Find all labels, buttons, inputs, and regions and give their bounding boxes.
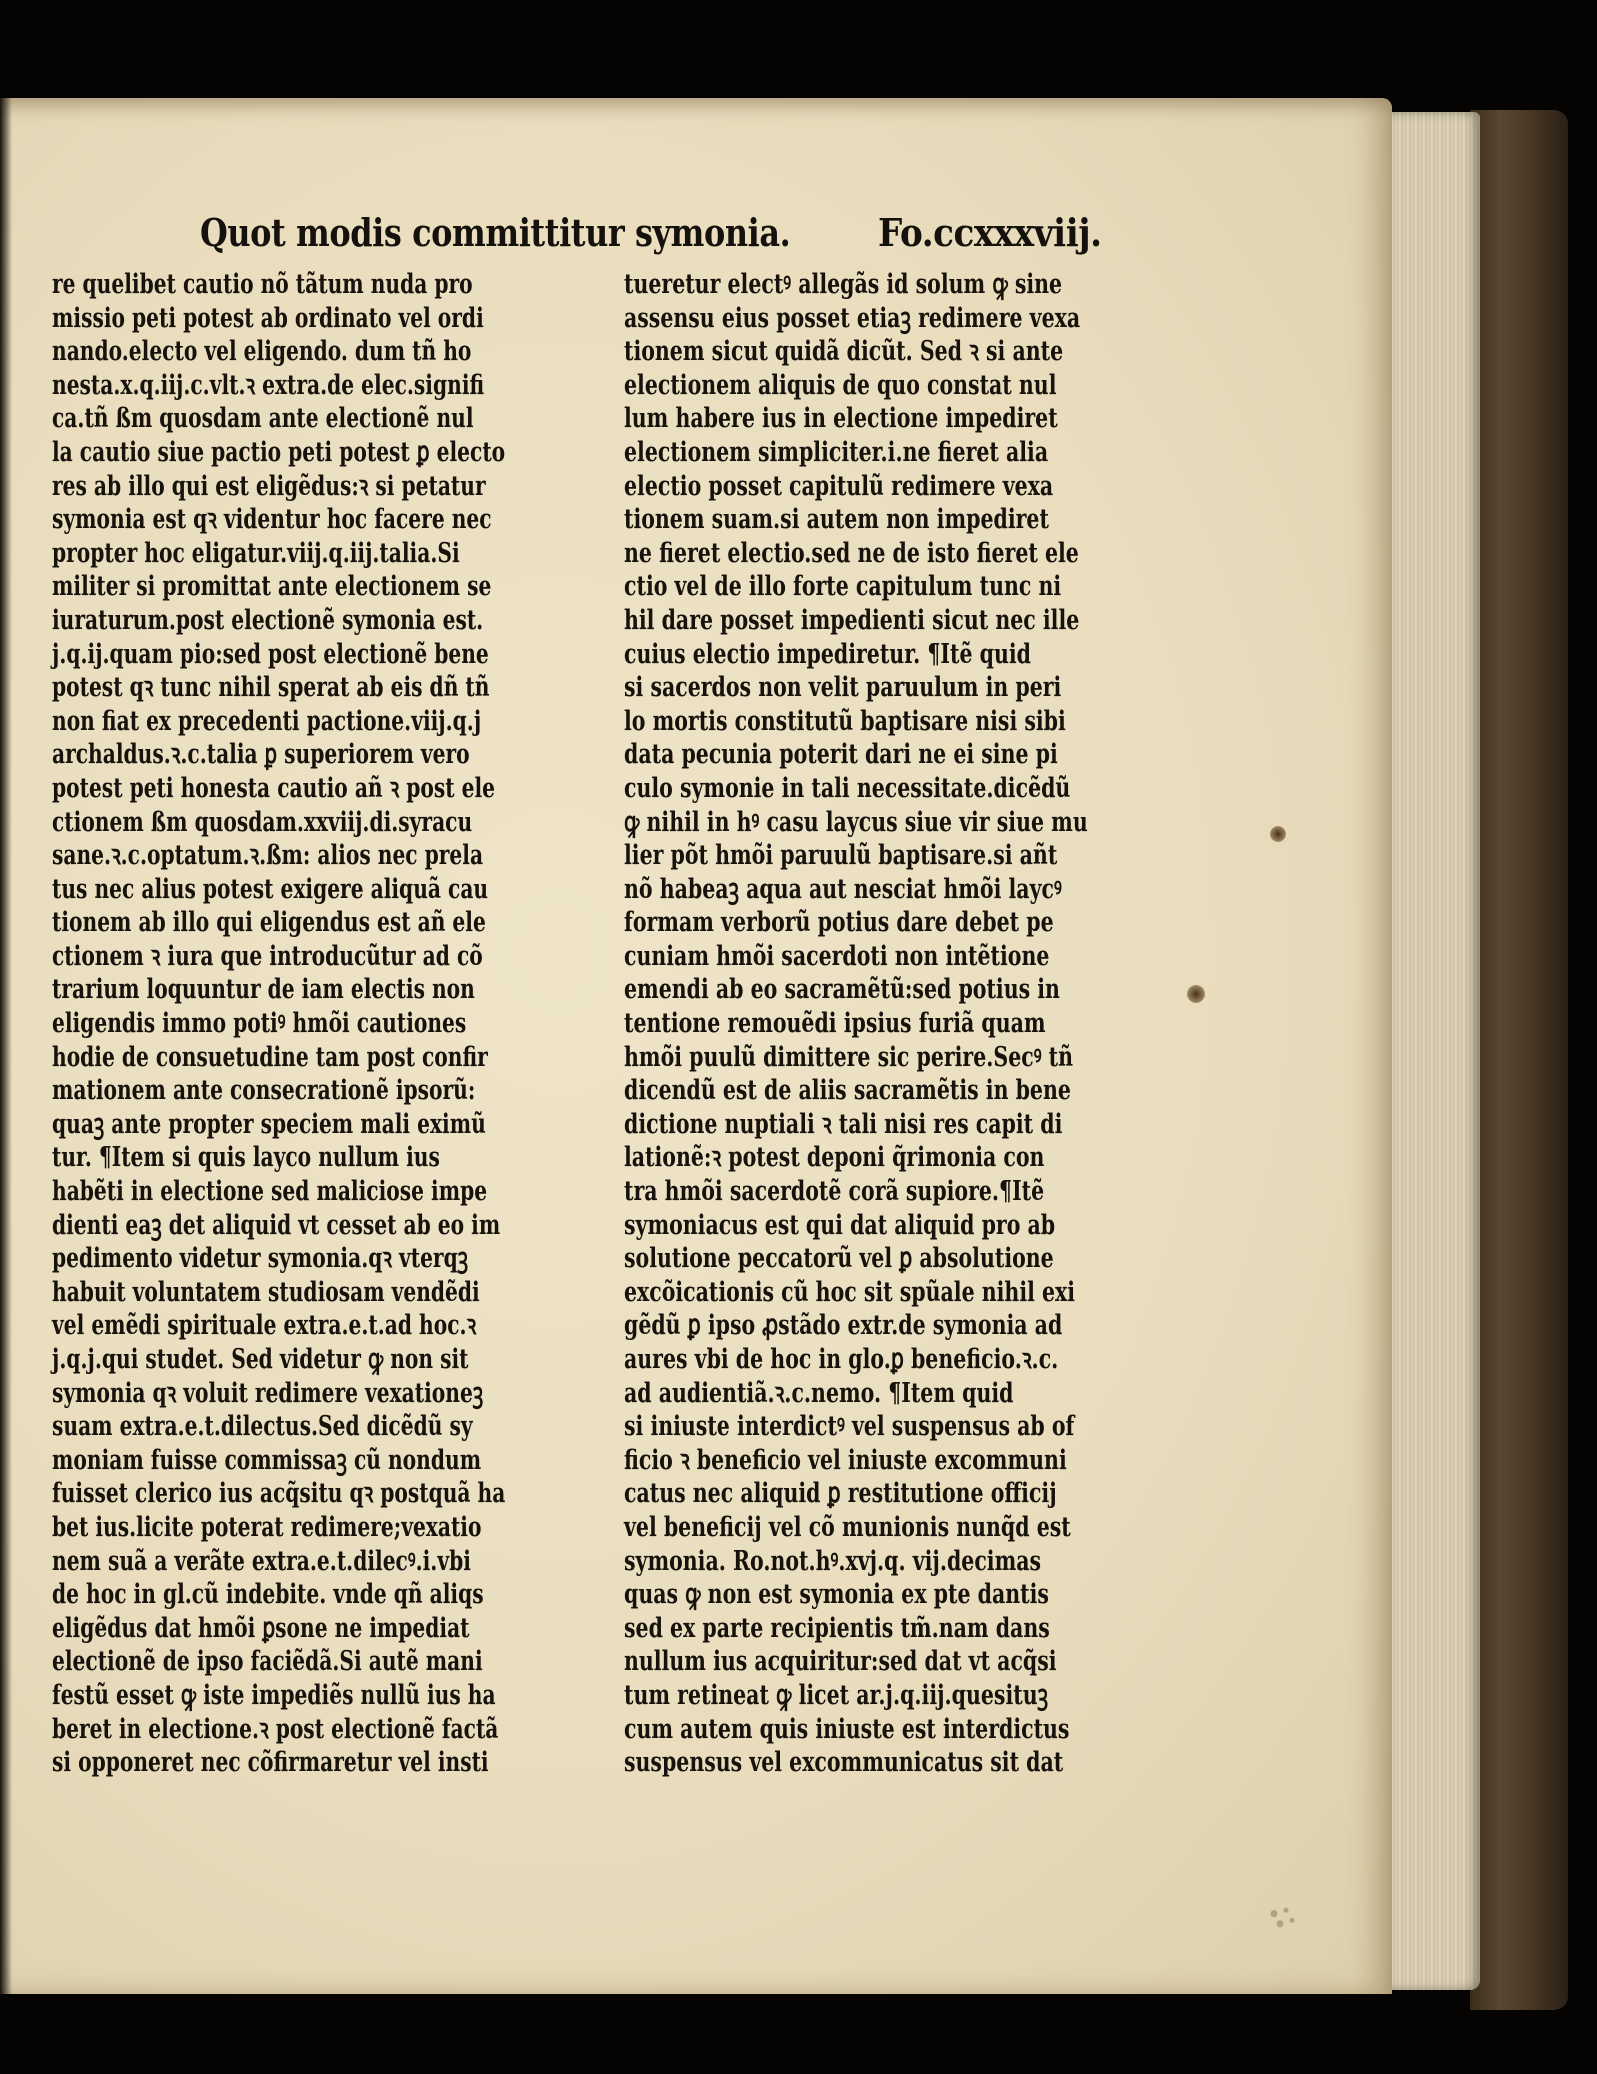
text-line: eligendis immo potiꝰ hmõi cautiones xyxy=(52,1007,467,1040)
text-line: hmõi puulũ dimittere sic perire.Secꝰ tñ xyxy=(624,1040,1074,1073)
text-line: sed ex parte recipientis tm̃.nam dans xyxy=(624,1611,1050,1644)
text-line: quas ꝙ non est symonia ex pte dantis xyxy=(624,1578,1049,1611)
text-line: electionẽ de ipso faciẽdã.Si autẽ mani xyxy=(52,1645,483,1678)
text-line: mationem ante consecrationẽ ipsorũ: xyxy=(52,1074,476,1107)
text-line: ctio vel de illo forte capitulum tunc ni xyxy=(624,570,1062,603)
ink-spot xyxy=(1187,985,1205,1003)
text-line: catus nec aliquid ꝑ restitutione officij xyxy=(624,1477,1057,1510)
text-line: si sacerdos non velit paruulum in peri xyxy=(624,671,1062,704)
text-line: cuniam hmõi sacerdoti non intẽtione xyxy=(624,939,1050,972)
text-line: ad audientiã.ꝛ.c.nemo. ¶Item quid xyxy=(624,1376,1014,1409)
text-line: dicendũ est de aliis sacramẽtis in bene xyxy=(624,1074,1071,1107)
text-line: potest qꝛ tunc nihil sperat ab eis dñ tñ xyxy=(52,671,490,704)
text-line: archaldus.ꝛ.c.talia ꝑ superiorem vero xyxy=(52,738,470,771)
text-line: habẽti in electione sed maliciose impe xyxy=(52,1175,488,1208)
running-title: Quot modis committitur symonia. xyxy=(200,210,791,255)
stain-mark xyxy=(1262,1900,1302,1934)
text-line: fuisset clerico ius acq̃situ qꝛ postquã ha xyxy=(52,1477,506,1510)
text-line: vel emẽdi spirituale extra.e.t.ad hoc.ꝛ xyxy=(52,1309,477,1342)
text-line: beret in electione.ꝛ post electionẽ factã xyxy=(52,1712,499,1745)
text-line: sane.ꝛ.c.optatum.ꝛ.ßm: alios nec prela xyxy=(52,839,484,872)
text-line: tra hmõi sacerdotẽ corã supiore.¶Itẽ xyxy=(624,1175,1045,1208)
text-line: formam verborũ potius dare debet pe xyxy=(624,906,1054,939)
text-line: non fiat ex precedenti pactione.viij.q.j xyxy=(52,704,482,737)
text-line: culo symonie in tali necessitate.dicẽdũ xyxy=(624,771,1071,804)
text-line: lationẽ:ꝛ potest deponi q̃rimonia con xyxy=(624,1141,1045,1174)
text-line: pedimento videtur symonia.qꝛ vterqꝫ xyxy=(52,1242,469,1275)
text-line: hodie de consuetudine tam post confir xyxy=(52,1040,488,1073)
text-line: res ab illo qui est eligẽdus:ꝛ si petatur xyxy=(52,469,486,502)
text-line: missio peti potest ab ordinato vel ordi xyxy=(52,301,484,334)
text-line: habuit voluntatem studiosam vendẽdi xyxy=(52,1275,480,1308)
ink-spot xyxy=(1270,826,1286,842)
text-line: de hoc in gl.cũ indebite. vnde qñ aliqs xyxy=(52,1578,484,1611)
text-line: electionem aliquis de quo constat nul xyxy=(624,368,1057,401)
text-line: re quelibet cautio nõ tãtum nuda pro xyxy=(52,268,473,300)
text-line: ne fieret electio.sed ne de isto fieret ele xyxy=(624,536,1079,569)
text-line: electionem simpliciter.i.ne fieret alia xyxy=(624,435,1049,468)
running-head xyxy=(200,210,1120,266)
text-line: assensu eius posset etiaꝫ redimere vexa xyxy=(624,301,1081,334)
text-line: ca.tñ ßm quosdam ante electionẽ nul xyxy=(52,402,474,435)
text-line: j.q.j.qui studet. Sed videtur ꝙ non sit xyxy=(52,1343,469,1375)
text-line: tum retineat ꝙ licet ar.j.q.iij.quesituꝫ xyxy=(624,1678,1049,1711)
text-line: excõicationis cũ hoc sit spũale nihil exi xyxy=(624,1275,1076,1308)
text-line: propter hoc eligatur.viij.q.iij.talia.Si xyxy=(52,536,460,569)
text-line: quaꝫ ante propter speciem mali eximũ xyxy=(52,1107,486,1140)
text-line: iuraturum.post electionẽ symonia est. xyxy=(52,603,484,636)
text-line: lier põt hmõi paruulũ baptisare.si añt xyxy=(624,839,1058,872)
text-line: potest peti honesta cautio añ ꝛ post ele xyxy=(52,771,496,804)
text-line: eligẽdus dat hmõi ꝑsone ne impediat xyxy=(52,1611,470,1644)
text-line: nesta.x.q.iij.c.vlt.ꝛ extra.de elec.signifi xyxy=(52,368,485,401)
text-line: si opponeret nec cõfirmaretur vel insti xyxy=(52,1746,489,1779)
text-line: electio posset capitulũ redimere vexa xyxy=(624,469,1054,502)
text-line: vel beneficij vel cõ munionis nunq̃d est xyxy=(624,1510,1071,1543)
left-text-column xyxy=(52,268,612,1780)
text-line: suspensus vel excommunicatus sit dat xyxy=(624,1746,1064,1779)
text-line: tentione remouẽdi ipsius furiã quam xyxy=(624,1007,1046,1040)
text-line: moniam fuisse commissaꝫ cũ nondum xyxy=(52,1443,482,1476)
text-line: cum autem quis iniuste est interdictus xyxy=(624,1712,1070,1745)
text-line: trarium loquuntur de iam electis non xyxy=(52,973,475,1006)
text-line: militer si promittat ante electionem se xyxy=(52,570,492,603)
text-line: cuius electio impediretur. ¶Itẽ quid xyxy=(624,637,1031,670)
folio-number: Fo.ccxxxviij. xyxy=(878,210,1102,255)
text-line: ficio ꝛ beneficio vel iniuste excommuni xyxy=(624,1443,1067,1476)
text-line: ꝙ nihil in hꝰ casu laycus siue vir siue mu xyxy=(624,805,1088,838)
text-line: suam extra.e.t.dilectus.Sed dicẽdũ sy xyxy=(52,1410,473,1443)
text-line: solutione peccatorũ vel ꝑ absolutione xyxy=(624,1242,1054,1275)
book-cover xyxy=(1470,110,1568,2010)
text-line: la cautio siue pactio peti potest ꝑ electo xyxy=(52,435,506,468)
text-line: symonia qꝛ voluit redimere vexationeꝫ xyxy=(52,1376,484,1409)
text-line: bet ius.licite poterat redimere;vexatio xyxy=(52,1510,482,1543)
text-line: j.q.ij.quam pio:sed post electionẽ bene xyxy=(52,637,489,670)
text-line: symonia. Ro.not.hꝰ.xvj.q. vij.decimas xyxy=(624,1544,1042,1577)
text-line: tionem sicut quidã dicũt. Sed ꝛ si ante xyxy=(624,335,1064,368)
text-line: lum habere ius in electione impediret xyxy=(624,402,1058,435)
text-line: festũ esset ꝙ iste impediẽs nullũ ius ha xyxy=(52,1678,496,1711)
text-line: ctionem ꝛ iura que introducũtur ad cõ xyxy=(52,939,483,972)
text-line: emendi ab eo sacramẽtũ:sed potius in xyxy=(624,973,1060,1006)
text-line: nem suã a verãte extra.e.t.dilecꝰ.i.vbi xyxy=(52,1544,471,1577)
text-line: tionem ab illo qui eligendus est añ ele xyxy=(52,906,486,939)
text-line: si iniuste interdictꝰ vel suspensus ab of xyxy=(624,1410,1075,1443)
text-line: tur. ¶Item si quis layco nullum ius xyxy=(52,1141,440,1174)
text-line: dictione nuptiali ꝛ tali nisi res capit di xyxy=(624,1107,1063,1140)
text-line: lo mortis constitutũ baptisare nisi sibi xyxy=(624,704,1066,737)
text-line: hil dare posset impedienti sicut nec ille xyxy=(624,603,1080,636)
text-line: tionem suam.si autem non impediret xyxy=(624,503,1049,536)
text-line: data pecunia poterit dari ne ei sine pi xyxy=(624,738,1058,771)
text-line: gẽdũ ꝑ ipso ꝓstãdo extr.de symonia ad xyxy=(624,1309,1063,1342)
text-line: nando.electo vel eligendo. dum tñ ho xyxy=(52,335,472,368)
text-line: symoniacus est qui dat aliquid pro ab xyxy=(624,1208,1056,1241)
text-line: nullum ius acquiritur:sed dat vt acq̃si xyxy=(624,1645,1057,1678)
text-line: tueretur electꝰ allegãs id solum ꝙ sine xyxy=(624,268,1063,300)
text-line: nõ habeaꝫ aqua aut nesciat hmõi laycꝰ xyxy=(624,872,1062,905)
text-line: symonia est qꝛ videntur hoc facere nec xyxy=(52,503,492,536)
text-line: tus nec alius potest exigere aliquã cau xyxy=(52,872,489,905)
text-line: dienti eaꝫ det aliquid vt cesset ab eo im xyxy=(52,1208,501,1241)
text-line: ctionem ßm quosdam.xxviij.di.syracu xyxy=(52,805,473,838)
right-text-column xyxy=(624,268,1184,1780)
text-line: aures vbi de hoc in glo.ꝑ beneficio.ꝛ.c. xyxy=(624,1343,1059,1375)
